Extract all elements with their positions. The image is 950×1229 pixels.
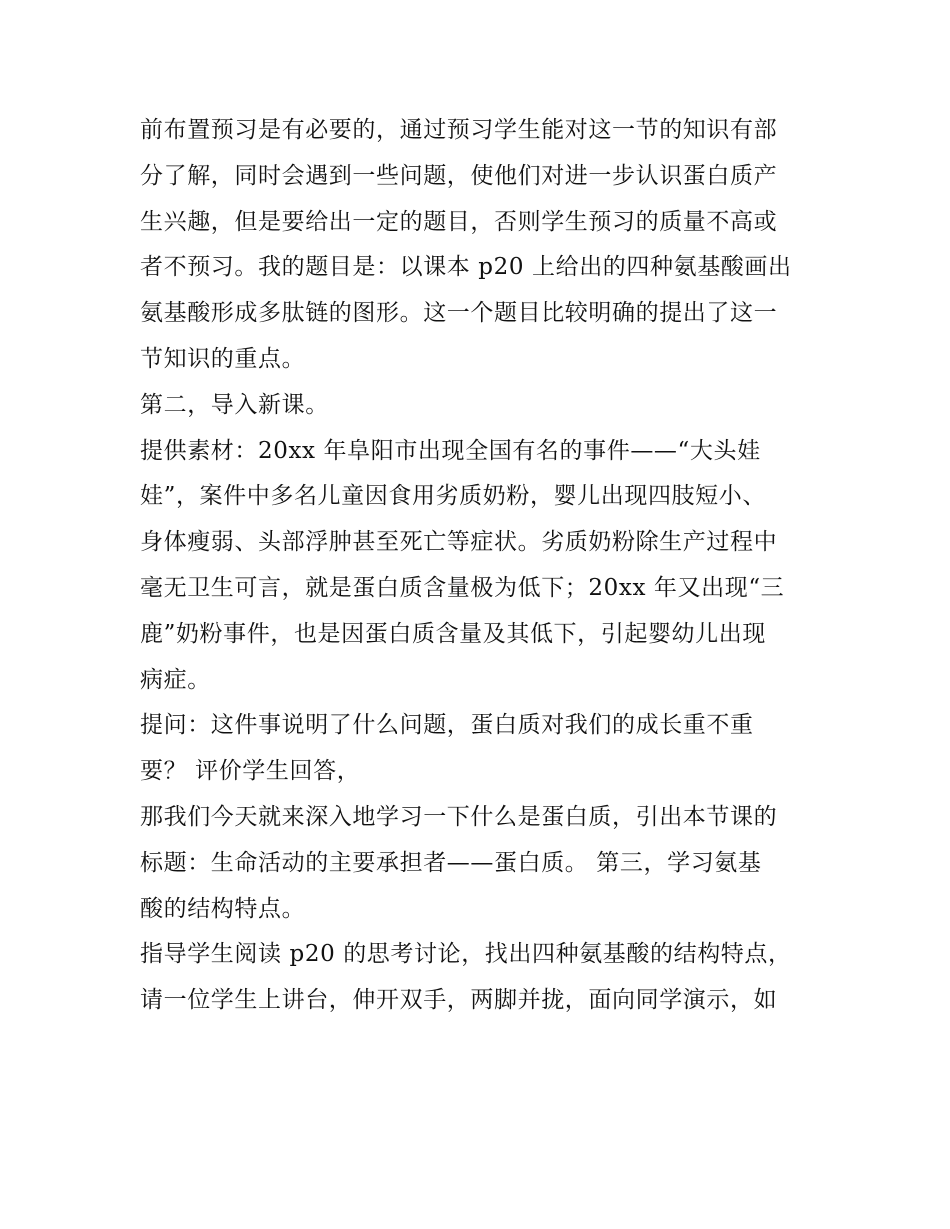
text-line: 提问：这件事说明了什么问题，蛋白质对我们的成长重不重	[140, 712, 754, 739]
text-line: 前布置预习是有必要的，通过预习学生能对这一节的知识有部	[140, 117, 778, 143]
text-line: 者不预习。我的题目是：以课本 p20 上给出的四种氨基酸画出	[140, 254, 792, 281]
text-line: 指导学生阅读 p20 的思考讨论，找出四种氨基酸的结构特点，	[140, 941, 792, 968]
text-line: 娃”，案件中多名儿童因食用劣质奶粉，婴儿出现四肢短小、	[140, 483, 766, 510]
text-line: 酸的结构特点。	[140, 895, 306, 922]
text-line: 要？ 评价学生回答，	[140, 758, 361, 785]
text-line: 毫无卫生可言，就是蛋白质含量极为低下；20xx 年又出现“三	[140, 574, 785, 601]
text-line: 标题：生命活动的主要承担者——蛋白质。 第三，学习氨基	[140, 849, 762, 876]
text-line: 身体瘦弱、头部浮肿甚至死亡等症状。劣质奶粉除生产过程中	[140, 529, 778, 556]
body-text	[140, 108, 816, 1024]
text-line: 鹿”奶粉事件，也是因蛋白质含量及其低下，引起婴幼儿出现	[140, 620, 766, 647]
text-line: 病症。	[140, 666, 211, 693]
section-heading: 第二，导入新课。	[140, 391, 329, 418]
text-line: 请一位学生上讲台，伸开双手，两脚并拢，面向同学演示，如	[140, 987, 778, 1014]
text-line: 那我们今天就来深入地学习一下什么是蛋白质，引出本节课的	[140, 803, 778, 830]
text-line: 分了解，同时会遇到一些问题，使他们对进一步认识蛋白质产	[140, 162, 778, 189]
text-line: 生兴趣，但是要给出一定的题目，否则学生预习的质量不高或	[140, 208, 778, 235]
text-line: 节知识的重点。	[140, 345, 306, 372]
text-line: 提供素材：20xx 年阜阳市出现全国有名的事件——“大头娃	[140, 437, 761, 464]
text-line: 氨基酸形成多肽链的图形。这一个题目比较明确的提出了这一	[140, 300, 778, 327]
